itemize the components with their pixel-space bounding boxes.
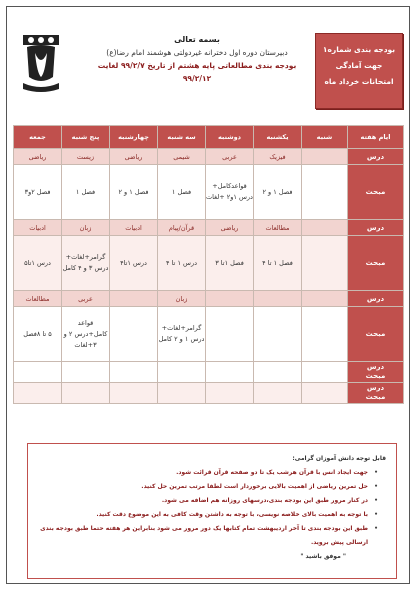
col-header: سه شنبه: [158, 126, 206, 149]
row-label: مبحث: [348, 307, 404, 362]
table-cell: [302, 291, 348, 307]
table-cell: درس ۱تا۵: [14, 236, 62, 291]
table-header-row: [14, 126, 404, 149]
school-name: دبیرستان دوره اول دخترانه غیردولتی هوشمند امام رضا(ع): [106, 48, 288, 57]
title-line: جهت آمادگی: [335, 61, 383, 70]
table-cell: مطالعات: [254, 220, 302, 236]
table-cell: درس ۱ تا ۴: [158, 236, 206, 291]
table-row: [14, 236, 404, 291]
table-row: [14, 291, 404, 307]
table-cell: ۵ تا ۸فصل: [14, 307, 62, 362]
table-cell: شیمی: [158, 149, 206, 165]
table-cell: [110, 291, 158, 307]
table-cell: [254, 291, 302, 307]
title-line: امتحانات خرداد ماه: [324, 77, 394, 86]
bullet-icon: •: [374, 469, 378, 476]
table-cell: [254, 383, 302, 404]
row-label: درس: [348, 291, 404, 307]
table-cell: مطالعات: [14, 291, 62, 307]
row-label: مبحث: [348, 236, 404, 291]
table-cell: [206, 362, 254, 383]
table-cell: زبان: [158, 291, 206, 307]
list-item: [36, 508, 376, 522]
list-item: [36, 494, 376, 508]
schedule-table: [13, 125, 404, 404]
note-text: حل تمرین ریاضی از اهمیت بالایی برخوردار است لطفا مرتب تمرین حل کنید.: [141, 483, 368, 490]
row-label-line: درس: [366, 363, 385, 371]
col-header: شنبه: [302, 126, 348, 149]
plan-date: ۹۹/۲/۱۲: [182, 74, 212, 83]
table-cell: عربی: [206, 149, 254, 165]
note-text: طبق این بودجه بندی تا آخر اردیبهشت تمام کتابها یک دور مرور می شود بنابراین هر هفته حتما طبق بودجه بندی ارسالی پیش بروید.: [40, 525, 368, 546]
list-item: [36, 522, 376, 550]
col-header: پنج شنبه: [62, 126, 110, 149]
table-cell: عربی: [62, 291, 110, 307]
notes-box: [27, 443, 397, 579]
table-cell: [302, 236, 348, 291]
table-cell: [14, 383, 62, 404]
table-cell: [302, 220, 348, 236]
col-header: چهارشنبه: [110, 126, 158, 149]
table-cell: گرامر+لغات+ درس ۳ و ۴ کامل: [62, 236, 110, 291]
table-cell: [302, 165, 348, 220]
table-cell: درس ۱تا۴: [110, 236, 158, 291]
plan-title: بودجه بندی مطالعاتی پایه هشتم از تاریخ ۹۹/۲/۷ لغایت: [97, 61, 297, 70]
table-cell: [110, 362, 158, 383]
table-cell: قواعدکامل+ درس ۱و۲ +لغات: [206, 165, 254, 220]
table-cell: [110, 307, 158, 362]
col-header: ایام هفته: [348, 126, 404, 149]
table-cell: [158, 362, 206, 383]
col-header: جمعه: [14, 126, 62, 149]
row-label: [348, 362, 404, 383]
row-label-line: مبحث: [365, 393, 386, 401]
note-text: در کنار مرور طبق این بودجه بندی،درسهای روزانه هم اضافه می شود.: [161, 497, 368, 504]
header: [7, 7, 409, 119]
table-cell: قواعد کامل+درس ۲ و ۳+لغات: [62, 307, 110, 362]
row-label: [348, 383, 404, 404]
page-frame: [6, 6, 410, 584]
list-item: [36, 466, 376, 480]
table-row: [14, 165, 404, 220]
bullet-icon: •: [374, 483, 378, 490]
table-cell: گرامر+لغات+ درس ۱ و ۲ کامل: [158, 307, 206, 362]
notes-list: [36, 466, 386, 550]
basmala: بسمه تعالی: [174, 35, 220, 44]
table-cell: [302, 362, 348, 383]
table-row: [14, 149, 404, 165]
table-cell: فصل ۱تا ۳: [206, 236, 254, 291]
list-item: [36, 480, 376, 494]
row-label-line: مبحث: [365, 372, 386, 380]
table-cell: زبان: [62, 220, 110, 236]
col-header: دوشنبه: [206, 126, 254, 149]
table-row: [14, 383, 404, 404]
notes-intro: قابل توجه دانش آموزان گرامی:: [292, 455, 386, 462]
table-row: [14, 307, 404, 362]
table-cell: [158, 383, 206, 404]
table-cell: ادبیات: [110, 220, 158, 236]
table-cell: فصل ۱ تا ۴: [254, 236, 302, 291]
table-cell: [14, 362, 62, 383]
table-row: [14, 362, 404, 383]
table-cell: [254, 362, 302, 383]
header-text: [97, 33, 297, 85]
table-cell: [206, 383, 254, 404]
bullet-icon: •: [374, 497, 378, 504]
table-cell: فصل ۱: [62, 165, 110, 220]
table-cell: فصل ۱: [158, 165, 206, 220]
table-cell: [254, 307, 302, 362]
table-cell: [206, 307, 254, 362]
table-cell: ریاضی: [14, 149, 62, 165]
row-label: درس: [348, 220, 404, 236]
row-label: درس: [348, 149, 404, 165]
title-box: [315, 33, 403, 109]
table-cell: [302, 383, 348, 404]
table-cell: ریاضی: [206, 220, 254, 236]
note-text: جهت ایجاد انس با قرآن هرشب یک تا دو صفحه قرآن قرائت شود.: [176, 469, 368, 476]
row-label-line: درس: [366, 384, 385, 392]
table-cell: ریاضی: [110, 149, 158, 165]
table-cell: [62, 383, 110, 404]
table-cell: فصل ۱ و ۲: [254, 165, 302, 220]
table-cell: [302, 307, 348, 362]
title-line: بودجه بندی شماره۱: [322, 45, 396, 54]
table-cell: [302, 149, 348, 165]
table-cell: فصل ۲و۳: [14, 165, 62, 220]
table-row: [14, 220, 404, 236]
table-cell: ادبیات: [14, 220, 62, 236]
notes-closing: " موفق باشید ": [300, 553, 346, 560]
note-text: با توجه به اهمیت بالای خلاصه نویسی، با توجه به داشتن وقت کافی به این موضوع دقت کنید.: [96, 511, 368, 518]
bullet-icon: •: [374, 525, 378, 532]
table-cell: فصل ۱ و ۲: [110, 165, 158, 220]
col-header: یکشنبه: [254, 126, 302, 149]
table-cell: زیست: [62, 149, 110, 165]
bullet-icon: •: [374, 511, 378, 518]
table-cell: قرآن/پیام: [158, 220, 206, 236]
table-cell: [110, 383, 158, 404]
table-cell: [206, 291, 254, 307]
school-logo-icon: [19, 33, 63, 93]
row-label: مبحث: [348, 165, 404, 220]
table-cell: [62, 362, 110, 383]
table-cell: فیزیک: [254, 149, 302, 165]
